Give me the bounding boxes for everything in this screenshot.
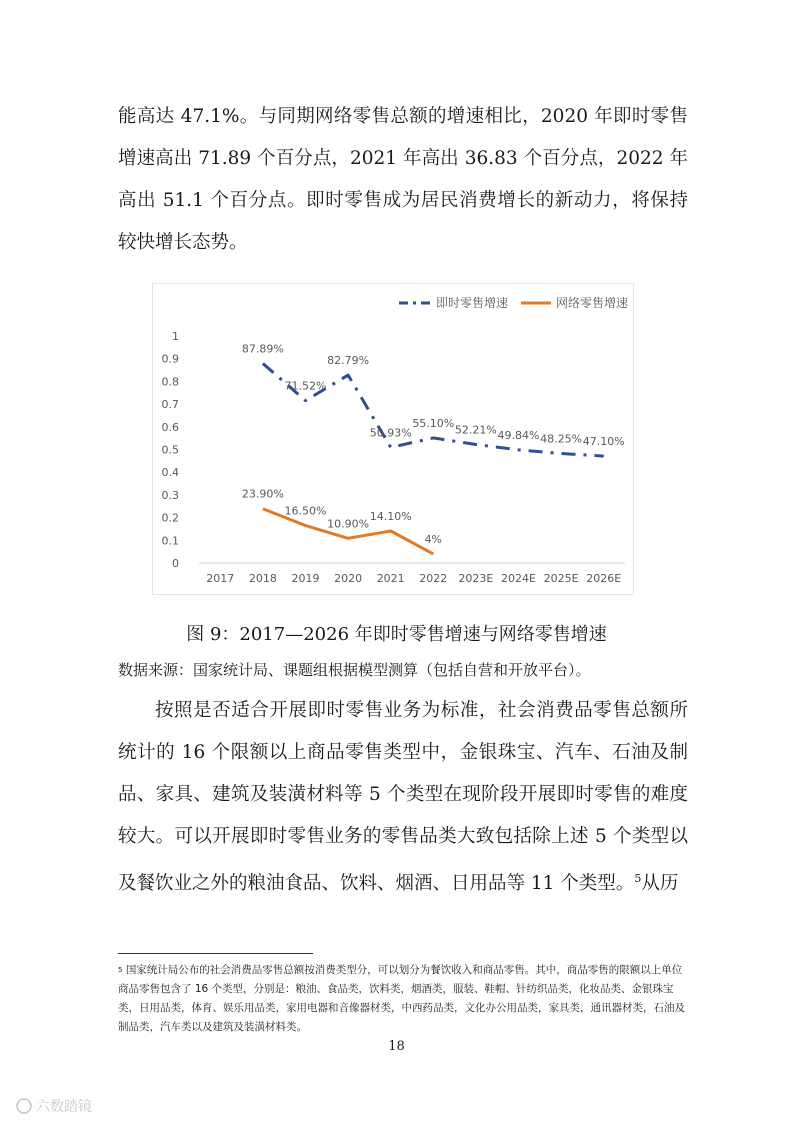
figure-source: 数据来源：国家统计局、课题组根据模型测算（包括自营和开放平台）。 (118, 661, 591, 679)
legend-label-online-retail: 网络零售增速 (556, 296, 629, 310)
footnote-reference[interactable]: 5 (634, 872, 642, 885)
data-label: 47.10% (582, 435, 625, 449)
data-label: 87.89% (241, 342, 284, 356)
watermark-text: 六数踏镜 (36, 1099, 92, 1115)
footnote (118, 961, 690, 1037)
y-tick-label: 0.4 (161, 466, 179, 480)
footnote-text: 国家统计局公布的社会消费品零售总额按消费类型分，可以划分为餐饮收入和商品零售。其中，商品零售的限额以上单位商品零售包含了 16 个类型，分别是：粮油、食品类，饮料类，烟酒类，服装、鞋帽、针纺织品类，化妆品类、金银珠宝类，日用品类，体育、娱乐用品类，家用电器和音像器材类，中西药品类，文化办公用品类，家具类，通讯器材类，石油及制品类，汽车类以及建筑及装潢材料类。 (118, 964, 685, 1033)
footnote-marker: 5 (118, 966, 123, 974)
data-label: 48.25% (540, 432, 583, 446)
y-tick-label: 0.8 (161, 375, 179, 389)
page-number: 18 (388, 1039, 405, 1054)
watermark-logo-icon (17, 1099, 31, 1113)
body-paragraph-2-continuation: 从历 (641, 873, 679, 895)
y-tick-label: 0.6 (161, 420, 179, 434)
y-tick-label: 1 (172, 330, 179, 343)
x-tick-label: 2025E (543, 572, 579, 585)
x-tick-label: 2019 (291, 572, 320, 585)
x-tick-label: 2020 (334, 572, 363, 585)
figure-caption: 图 9：2017—2026 年即时零售增速与网络零售增速 (186, 624, 607, 645)
data-label: 14.10% (369, 509, 412, 523)
y-tick-label: 0.7 (161, 398, 179, 412)
data-label: 23.90% (241, 487, 284, 501)
x-tick-label: 2017 (206, 572, 235, 585)
growth-rate-chart (152, 283, 634, 595)
data-label: 50.93% (369, 426, 412, 440)
y-tick-label: 0 (172, 557, 179, 570)
footnote-divider (118, 953, 313, 954)
x-tick-label: 2018 (248, 572, 277, 585)
y-tick-label: 0.2 (161, 511, 179, 525)
y-tick-label: 0.9 (161, 352, 179, 366)
x-tick-label: 2021 (376, 572, 405, 585)
data-label: 10.90% (327, 517, 370, 531)
body-paragraph-2 (118, 690, 688, 905)
data-label: 49.84% (497, 428, 540, 442)
x-tick-label: 2024E (501, 572, 536, 585)
x-tick-label: 2026E (586, 572, 622, 585)
legend-label-instant-retail: 即时零售增速 (436, 296, 509, 310)
x-tick-label: 2022 (419, 572, 448, 585)
body-paragraph-1: 能高达 47.1%。与同期网络零售总额的增速相比，2020 年即时零售增速高出 71.89 个百分点，2021 年高出 36.83 个百分点，2022 年高出 51.1 个百分点。即时零售成为居民消费增长的新动力，将保持较快增长态势。 (118, 106, 688, 253)
data-label: 52.21% (454, 423, 497, 437)
body-paragraph-2-text: 按照是否适合开展即时零售业务为标准，社会消费品零售总额所统计的 16 个限额以上商品零售类型中，金银珠宝、汽车、石油及制品、家具、建筑及装潢材料等 5 个类型在现阶段开展即时零售的难度较大。可以开展即时零售业务的零售品类大致包括除上述 5 个类型以及餐饮业之外的粮油食品、饮料、烟酒、日用品等 11 个类型。 (118, 700, 688, 895)
chart-canvas (153, 284, 633, 594)
y-tick-label: 0.5 (161, 443, 179, 457)
data-label: 4% (424, 532, 443, 546)
data-label: 82.79% (327, 354, 370, 368)
y-tick-label: 0.1 (161, 534, 179, 548)
data-label: 16.50% (284, 504, 327, 518)
data-label: 71.52% (284, 379, 327, 393)
data-label: 55.10% (412, 416, 455, 430)
y-tick-label: 0.3 (161, 488, 179, 502)
x-tick-label: 2023E (458, 572, 494, 585)
watermark (14, 1095, 124, 1117)
